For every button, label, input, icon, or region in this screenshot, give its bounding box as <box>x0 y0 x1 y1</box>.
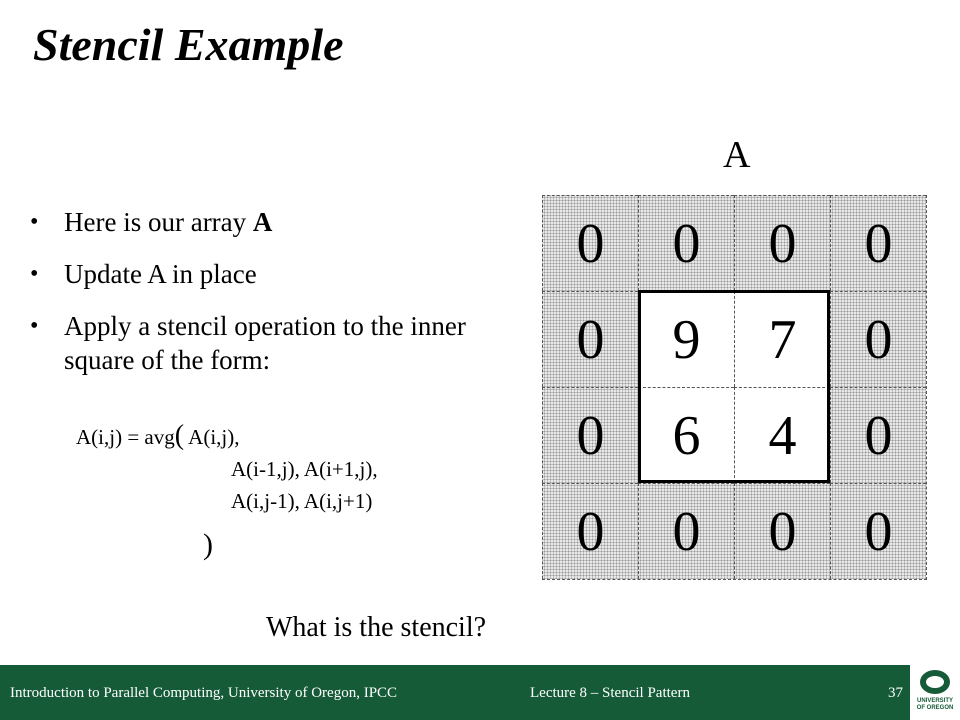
bullet-list <box>30 205 514 395</box>
formula-line-1 <box>76 420 240 452</box>
array-grid <box>542 195 927 580</box>
formula-prefix: A(i,j) = avg <box>76 425 175 449</box>
array-cell: 0 <box>542 387 638 483</box>
footer-lecture: Lecture 8 – Stencil Pattern <box>530 685 690 701</box>
bullet-item <box>30 309 514 377</box>
formula-line-3: A(i,j-1), A(i,j+1) <box>231 489 373 513</box>
formula-open-paren: ( <box>174 420 185 451</box>
array-cell: 0 <box>830 387 926 483</box>
array-cell: 0 <box>638 195 734 291</box>
array-cell: 0 <box>542 483 638 579</box>
formula-rest: A(i,j), <box>184 425 240 449</box>
logo-text: UNIVERSITY OF OREGON <box>916 698 954 711</box>
formula-close-paren: ) <box>203 528 213 561</box>
bullet-bold: A <box>252 207 273 237</box>
slide-title: Stencil Example <box>33 19 344 70</box>
bullet-text: Here is our array <box>64 207 253 237</box>
footer-course: Introduction to Parallel Computing, University of Oregon, IPCC <box>10 685 398 701</box>
question-text: What is the stencil? <box>266 612 487 643</box>
array-cell-inner: 9 <box>638 291 734 387</box>
array-cell: 0 <box>542 291 638 387</box>
array-cell-inner: 7 <box>734 291 830 387</box>
bullet-text: Update A in place <box>64 259 257 289</box>
bullet-item <box>30 257 514 291</box>
bullet-text: Apply a stencil operation to the inner square of the form: <box>64 311 466 375</box>
bullet-dot: • <box>30 313 39 339</box>
array-cell: 0 <box>734 195 830 291</box>
array-cell: 0 <box>542 195 638 291</box>
page-number: 37 <box>888 685 903 701</box>
bullet-dot: • <box>30 261 39 287</box>
bullet-item <box>30 205 514 239</box>
array-cell: 0 <box>638 483 734 579</box>
formula-line-2: A(i-1,j), A(i+1,j), <box>231 457 378 481</box>
array-cell: 0 <box>830 195 926 291</box>
array-cell: 0 <box>734 483 830 579</box>
array-cell-inner: 4 <box>734 387 830 483</box>
array-label: A <box>723 134 751 176</box>
array-cell: 0 <box>830 483 926 579</box>
array-cell: 0 <box>830 291 926 387</box>
oregon-o-icon <box>920 670 950 694</box>
footer-bar <box>0 665 910 720</box>
bullet-dot: • <box>30 209 39 235</box>
array-cell-inner: 6 <box>638 387 734 483</box>
university-logo <box>910 665 960 720</box>
